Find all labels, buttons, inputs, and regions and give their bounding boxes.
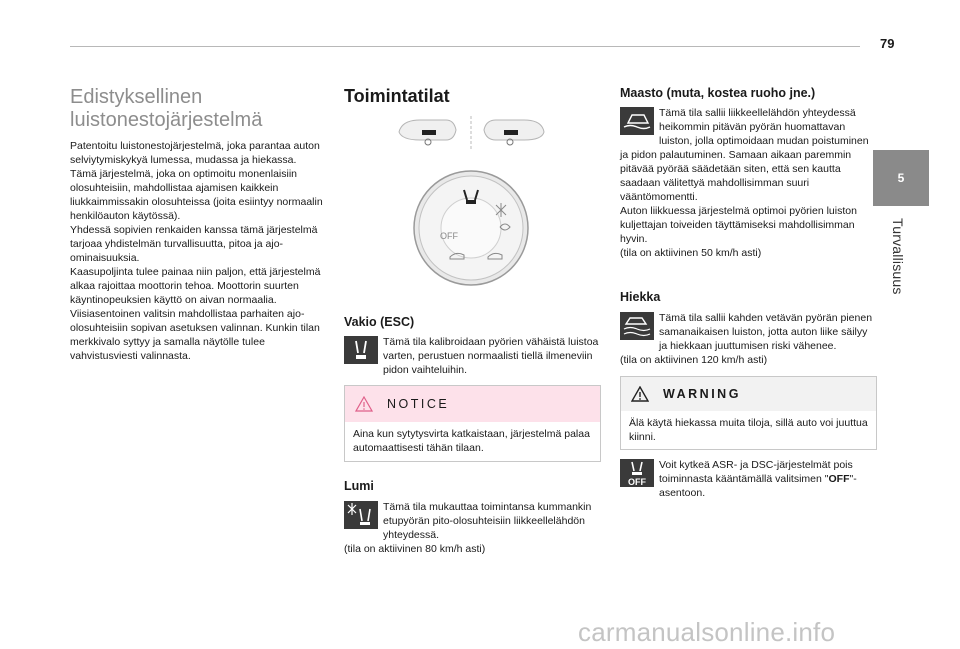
off-text-bold: OFF xyxy=(828,473,850,485)
standard-mode-section xyxy=(344,335,600,377)
sand-mode-speed-note: (tila on aktiivinen 120 km/h asti) xyxy=(620,354,768,366)
paragraph: Patentoitu luistonestojärjestelmä, joka parantaa auton selviytymiskykyä lumessa, mudassa ja hiekassa. xyxy=(70,140,320,166)
notice-box xyxy=(344,385,601,462)
notice-header xyxy=(345,386,600,422)
sand-mode-title: Hiekka xyxy=(620,290,661,304)
page-number: 79 xyxy=(880,36,895,51)
dashboard-switch-illustration xyxy=(396,114,546,152)
mud-mode-icon xyxy=(620,107,654,135)
off-text-before: Voit kytkeä ASR- ja DSC-järjestelmät pois toiminnasta kääntämällä valitsimen " xyxy=(659,459,853,485)
esc-off-icon-label: OFF xyxy=(628,477,646,487)
notice-title: NOTICE xyxy=(387,397,450,411)
mud-mode-section xyxy=(620,106,878,260)
section-title-line2: luistonestojärjestelmä xyxy=(70,109,263,131)
snow-mode-section xyxy=(344,500,600,556)
snow-mode-title: Lumi xyxy=(344,479,374,493)
modes-title: Toimintatilat xyxy=(344,86,450,106)
chapter-title: Turvallisuus xyxy=(890,218,906,295)
mud-mode-text: Tämä tila sallii liikkeellelähdön yhteydessä heikommin pitävän pyörän huomattavan luiston, jolla optimoidaan mudan poistuminen ja pidon palautuminen. Samaan aikaan paremmin pitävää pyörää säädetään siten, että sen kautta saadaan välitettyä mahdollisimman suuri vääntömomentti. xyxy=(620,107,869,203)
standard-mode-text: Tämä tila kalibroidaan pyörien vähäistä luistoa varten, perustuen normaalisti tiellä ilmeneviin pidon vaihteluihin. xyxy=(383,336,599,376)
warning-text: Älä käytä hiekassa muita tiloja, sillä auto voi juuttua kiinni. xyxy=(629,417,868,443)
chapter-tab[interactable]: 5 xyxy=(873,150,929,206)
standard-mode-title: Vakio (ESC) xyxy=(344,315,415,329)
header-rule xyxy=(70,46,860,47)
snow-mode-text: Tämä tila mukauttaa toimintansa kummankin etupyörän pito-olosuhteisiin liikkeellelähdön yhteydessä. xyxy=(383,501,592,541)
esc-mode-icon xyxy=(344,336,378,364)
sand-mode-icon xyxy=(620,312,654,340)
mud-mode-title: Maasto (muta, kostea ruoho jne.) xyxy=(620,86,816,100)
warning-icon xyxy=(631,386,649,402)
paragraph: Yhdessä sopivien renkaiden kanssa tämä järjestelmä tarjoaa yhdistelmän turvallisuutta, pitoa ja ajo-ominaisuuksia. xyxy=(70,224,318,264)
section-title xyxy=(70,86,262,132)
mud-mode-text2: Auton liikkuessa järjestelmä optimoi pyörien luiston kuljettajan toiveiden täyttämiseksi mahdollisimman hyvin. xyxy=(620,205,857,245)
esc-off-icon xyxy=(620,459,654,487)
section-title-line1: Edistyksellinen xyxy=(70,86,203,108)
paragraph: Kaasupoljinta tulee painaa niin paljon, että järjestelmä alkaa rajoittaa moottorin tehoa. Moottorin suurten käyntinopeuksien käyttö on aivan normaalia. xyxy=(70,266,321,306)
off-mode-text xyxy=(620,458,878,500)
traction-mode-selector[interactable] xyxy=(412,169,530,287)
notice-icon xyxy=(355,396,373,412)
watermark: carmanualsonline.info xyxy=(578,617,836,647)
paragraph: Viisiasentoinen valitsin mahdollistaa parhaiten ajo-olosuhteisiin sopivan asetuksen valinnan. Kunkin tilan merkkivalo syttyy ja samalla näytölle tulee vahvistusviesti valinnasta. xyxy=(70,308,320,362)
mud-mode-speed-note: (tila on aktiivinen 50 km/h asti) xyxy=(620,247,762,259)
warning-header xyxy=(621,377,876,411)
notice-text: Aina kun sytytysvirta katkaistaan, järjestelmä palaa automaattisesti tähän tilaan. xyxy=(353,428,590,454)
intro-text xyxy=(70,139,332,363)
off-mode-section xyxy=(620,458,878,500)
selector-off-label: OFF xyxy=(440,231,458,241)
snow-mode-speed-note: (tila on aktiivinen 80 km/h asti) xyxy=(344,543,486,555)
snow-mode-icon xyxy=(344,501,378,529)
off-text-after: "-asentoon. xyxy=(659,473,857,499)
sand-mode-section xyxy=(620,311,878,367)
paragraph: Tämä järjestelmä, joka on optimoitu monenlaisiin olosuhteisiin, mahdollistaa ajamisen kaikkein liukkaimmissakin olosuhteissa (joita esiintyy normaalin henkilöauton käytössä). xyxy=(70,168,323,222)
sand-mode-text: Tämä tila sallii kahden vetävän pyörän pienen samanaikaisen luiston, jotta auton liike säilyy ja hiekkaan juuttumisen riski vähenee. xyxy=(659,312,873,352)
warning-title: WARNING xyxy=(663,387,741,401)
warning-box xyxy=(620,376,877,450)
